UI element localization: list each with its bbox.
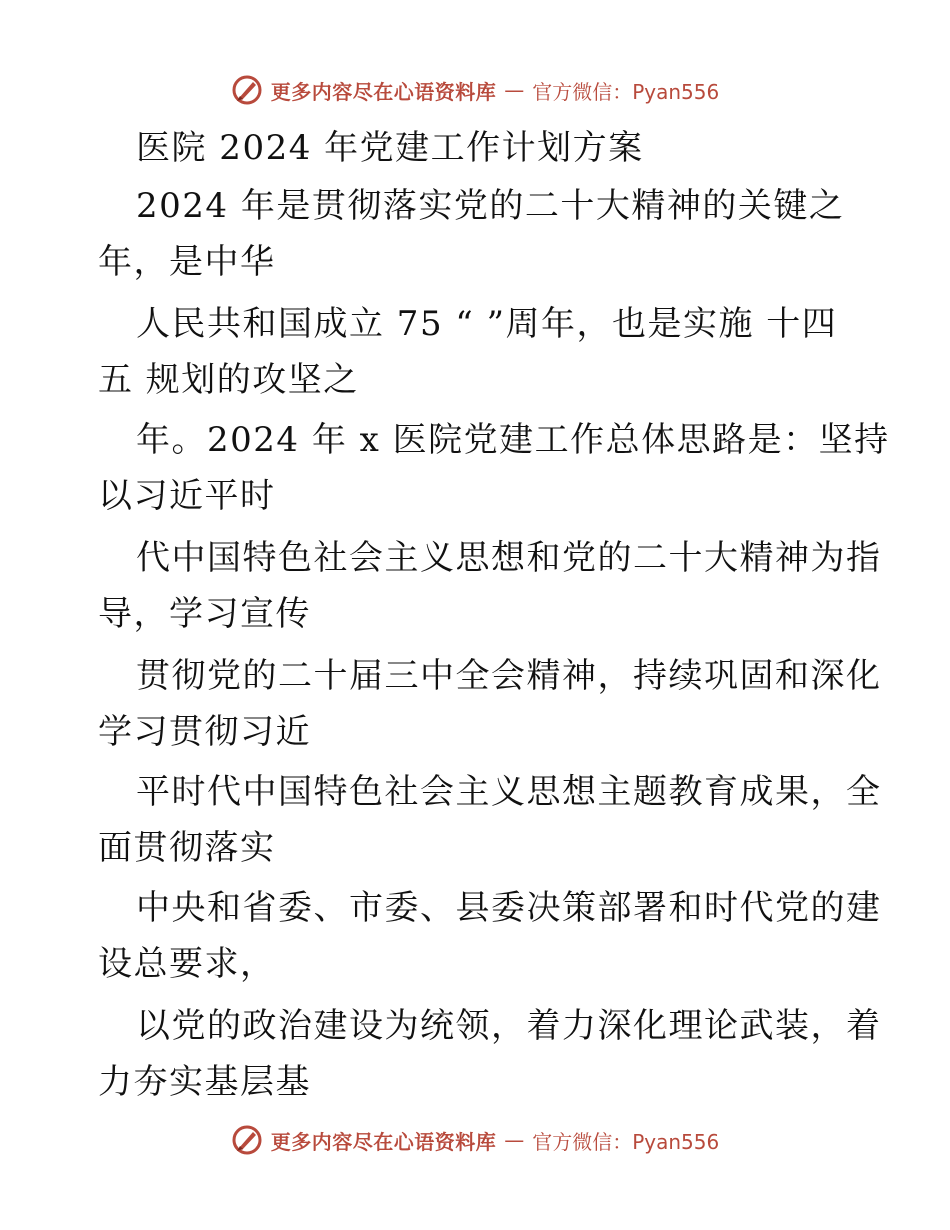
paragraph-line: 贯彻党的二十届三中全会精神，持续巩固和深化: [136, 656, 882, 696]
paragraph-line: 学习贯彻习近: [98, 712, 311, 752]
paragraph-line: 年，是中华: [98, 242, 276, 282]
watermark-wechat-text: 官方微信：Pyan556: [532, 1129, 720, 1154]
paragraph-line: 以党的政治建设为统领，着力深化理论武装，着: [136, 1006, 882, 1046]
paragraph-line: 面贯彻落实: [98, 828, 276, 868]
watermark-separator: —: [504, 78, 525, 102]
document-title: 医院 2024 年党建工作计划方案: [136, 128, 644, 168]
watermark-site-text: 更多内容尽在心语资料库: [270, 1129, 497, 1154]
paragraph-line: 2024 年是贯彻落实党的二十大精神的关键之: [136, 186, 845, 226]
watermark-wechat-text: 官方微信：Pyan556: [532, 79, 720, 104]
header-watermark: [0, 70, 950, 110]
paragraph-line: 导，学习宣传: [98, 594, 311, 634]
footer-watermark: [0, 1120, 950, 1160]
paragraph-line: 力夯实基层基: [98, 1062, 311, 1102]
paragraph-line: 人民共和国成立 75 “ ”周年，也是实施 十四: [136, 304, 838, 344]
paragraph-line: 中央和省委、市委、县委决策部署和时代党的建: [136, 888, 882, 928]
paragraph-line: 以习近平时: [98, 476, 276, 516]
paragraph-line: 五 规划的攻坚之: [98, 360, 359, 400]
watermark-separator: —: [504, 1128, 525, 1152]
quill-pen-logo-icon: [231, 74, 263, 106]
watermark-site-text: 更多内容尽在心语资料库: [270, 79, 497, 104]
paragraph-line: 年。2024 年 x 医院党建工作总体思路是：坚持: [136, 420, 890, 460]
paragraph-line: 代中国特色社会主义思想和党的二十大精神为指: [136, 538, 882, 578]
paragraph-line: 设总要求，: [98, 944, 276, 984]
quill-pen-logo-icon: [231, 1124, 263, 1156]
paragraph-line: 平时代中国特色社会主义思想主题教育成果，全: [136, 772, 882, 812]
